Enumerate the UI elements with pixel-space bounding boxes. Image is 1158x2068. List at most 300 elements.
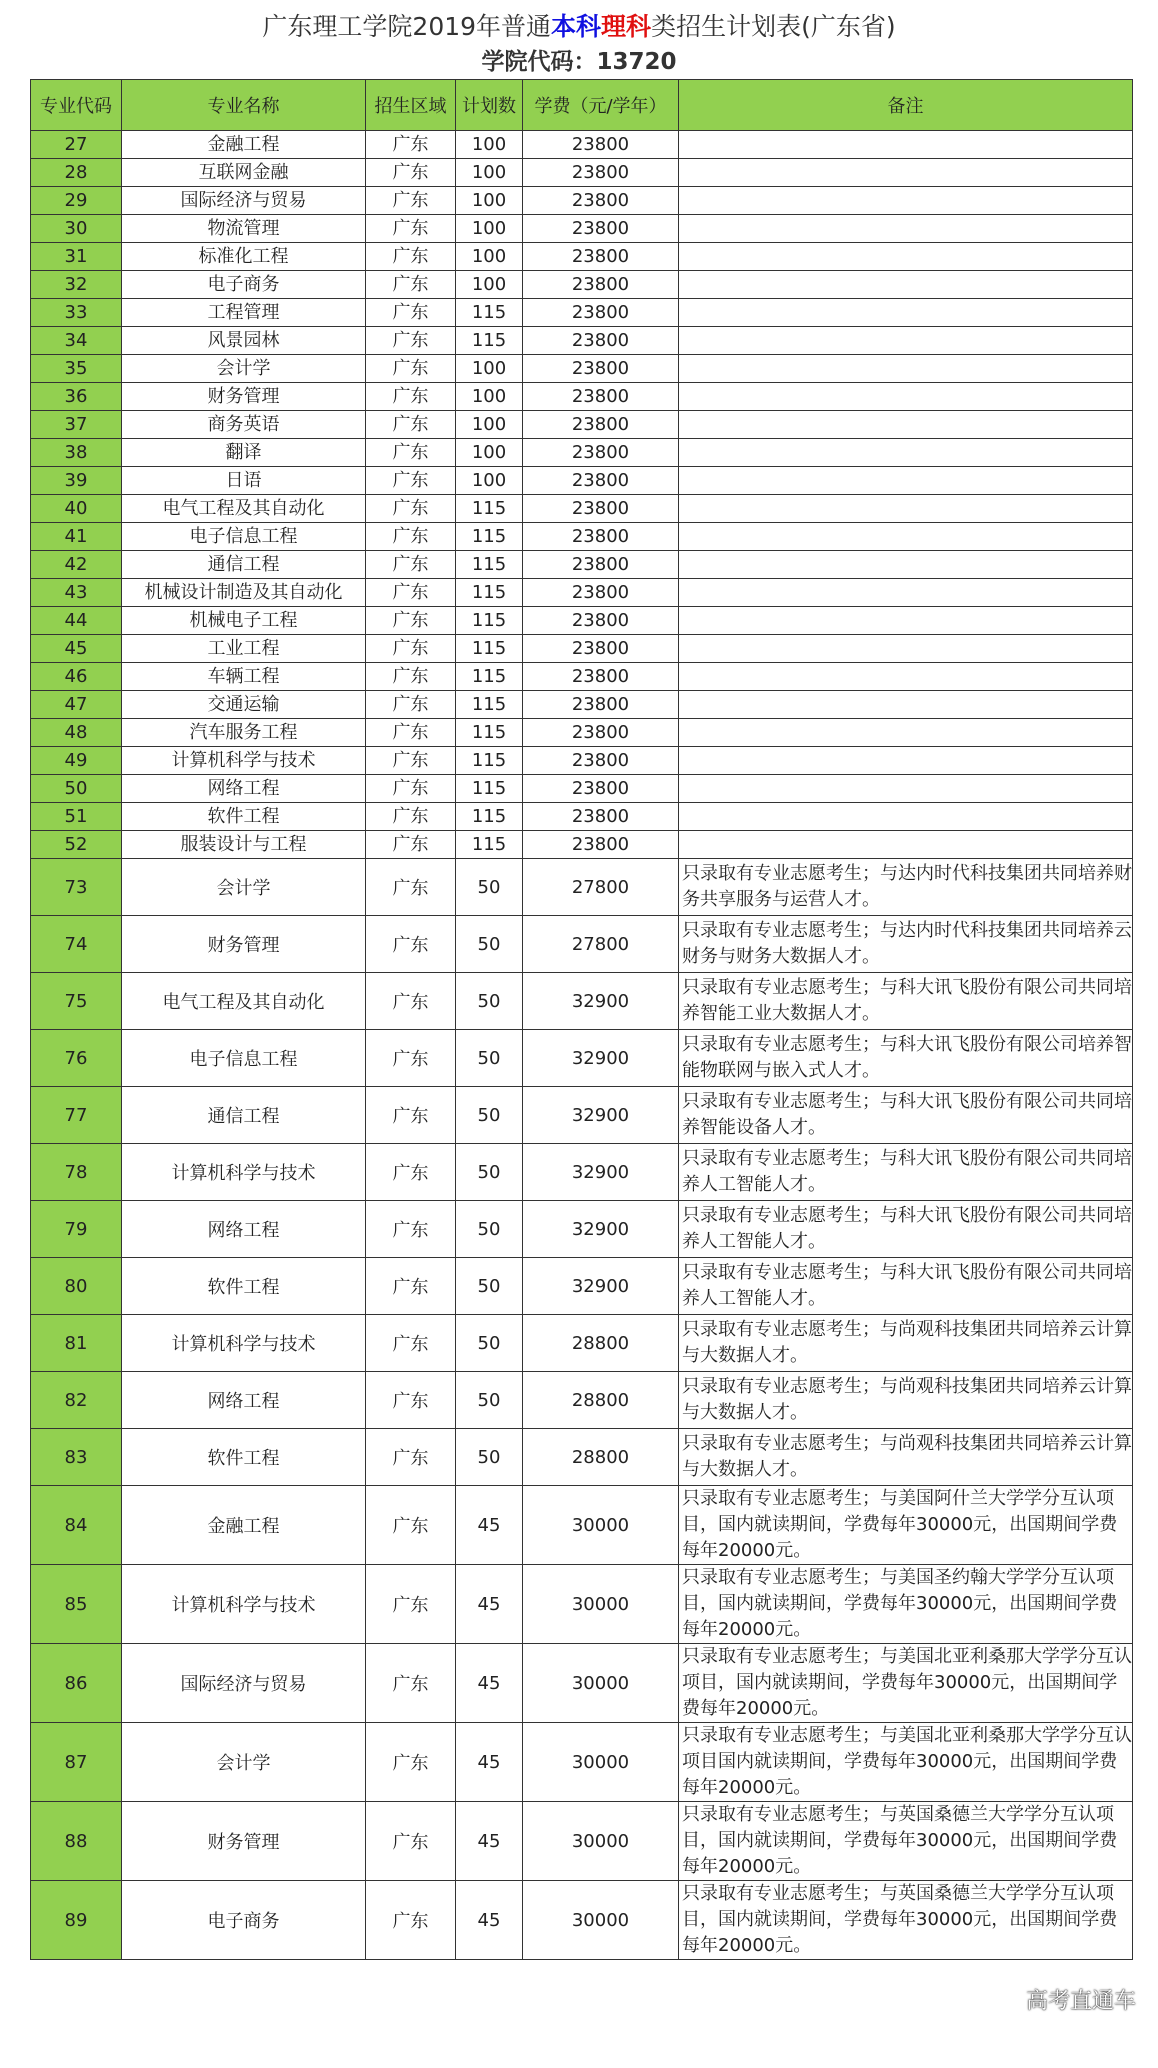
cell-major-code: 85 xyxy=(31,1565,122,1644)
table-row xyxy=(31,579,1133,607)
cell-remarks xyxy=(679,355,1133,383)
cell-remarks xyxy=(679,607,1133,635)
cell-major-code: 48 xyxy=(31,719,122,747)
cell-region: 广东 xyxy=(366,1372,456,1429)
cell-tuition: 30000 xyxy=(523,1486,679,1565)
cell-remarks xyxy=(679,327,1133,355)
cell-tuition: 23800 xyxy=(523,411,679,439)
cell-major-code: 80 xyxy=(31,1258,122,1315)
cell-plan-count: 115 xyxy=(456,803,523,831)
cell-remarks xyxy=(679,215,1133,243)
cell-region: 广东 xyxy=(366,579,456,607)
cell-major-name: 财务管理 xyxy=(122,1802,366,1881)
cell-major-name: 翻译 xyxy=(122,439,366,467)
cell-plan-count: 50 xyxy=(456,1030,523,1087)
cell-major-code: 46 xyxy=(31,663,122,691)
table-row xyxy=(31,973,1133,1030)
cell-major-code: 34 xyxy=(31,327,122,355)
cell-remarks xyxy=(679,663,1133,691)
cell-major-code: 45 xyxy=(31,635,122,663)
cell-region: 广东 xyxy=(366,131,456,159)
cell-tuition: 23800 xyxy=(523,523,679,551)
cell-major-code: 32 xyxy=(31,271,122,299)
cell-plan-count: 50 xyxy=(456,916,523,973)
cell-major-code: 87 xyxy=(31,1723,122,1802)
table-row xyxy=(31,1565,1133,1644)
cell-region: 广东 xyxy=(366,411,456,439)
cell-region: 广东 xyxy=(366,383,456,411)
cell-plan-count: 50 xyxy=(456,1087,523,1144)
cell-major-name: 工程管理 xyxy=(122,299,366,327)
cell-major-name: 软件工程 xyxy=(122,803,366,831)
cell-tuition: 23800 xyxy=(523,215,679,243)
cell-remarks xyxy=(679,691,1133,719)
cell-plan-count: 50 xyxy=(456,1372,523,1429)
header-tuition: 学费（元/学年） xyxy=(523,80,679,131)
cell-plan-count: 100 xyxy=(456,355,523,383)
cell-major-code: 75 xyxy=(31,973,122,1030)
cell-plan-count: 45 xyxy=(456,1486,523,1565)
cell-tuition: 32900 xyxy=(523,1258,679,1315)
cell-major-name: 电气工程及其自动化 xyxy=(122,495,366,523)
cell-major-name: 金融工程 xyxy=(122,131,366,159)
cell-major-code: 74 xyxy=(31,916,122,973)
cell-region: 广东 xyxy=(366,243,456,271)
cell-tuition: 28800 xyxy=(523,1315,679,1372)
cell-tuition: 23800 xyxy=(523,607,679,635)
cell-tuition: 23800 xyxy=(523,159,679,187)
page-title xyxy=(0,8,1158,46)
cell-major-code: 77 xyxy=(31,1087,122,1144)
cell-plan-count: 50 xyxy=(456,1201,523,1258)
cell-plan-count: 100 xyxy=(456,439,523,467)
cell-major-name: 风景园林 xyxy=(122,327,366,355)
title-suffix: 类招生计划表(广东省) xyxy=(651,12,896,41)
cell-region: 广东 xyxy=(366,831,456,859)
cell-plan-count: 115 xyxy=(456,635,523,663)
cell-tuition: 23800 xyxy=(523,803,679,831)
cell-region: 广东 xyxy=(366,1087,456,1144)
cell-plan-count: 50 xyxy=(456,1144,523,1201)
cell-major-code: 84 xyxy=(31,1486,122,1565)
cell-tuition: 23800 xyxy=(523,691,679,719)
cell-major-code: 41 xyxy=(31,523,122,551)
table-row xyxy=(31,187,1133,215)
cell-plan-count: 50 xyxy=(456,973,523,1030)
cell-region: 广东 xyxy=(366,1144,456,1201)
cell-region: 广东 xyxy=(366,1429,456,1486)
cell-major-name: 电气工程及其自动化 xyxy=(122,973,366,1030)
cell-region: 广东 xyxy=(366,691,456,719)
cell-region: 广东 xyxy=(366,1315,456,1372)
cell-region: 广东 xyxy=(366,973,456,1030)
table-row xyxy=(31,411,1133,439)
cell-major-name: 金融工程 xyxy=(122,1486,366,1565)
cell-major-code: 28 xyxy=(31,159,122,187)
cell-remarks xyxy=(679,243,1133,271)
cell-tuition: 23800 xyxy=(523,131,679,159)
table-row xyxy=(31,271,1133,299)
table-row xyxy=(31,495,1133,523)
cell-remarks xyxy=(679,719,1133,747)
table-row xyxy=(31,916,1133,973)
cell-remarks: 只录取有专业志愿考生；与达内时代科技集团共同培养云财务与财务大数据人才。 xyxy=(679,916,1133,973)
cell-major-name: 商务英语 xyxy=(122,411,366,439)
cell-region: 广东 xyxy=(366,551,456,579)
cell-region: 广东 xyxy=(366,299,456,327)
cell-tuition: 27800 xyxy=(523,916,679,973)
cell-plan-count: 50 xyxy=(456,1429,523,1486)
table-row xyxy=(31,243,1133,271)
cell-major-code: 88 xyxy=(31,1802,122,1881)
cell-tuition: 23800 xyxy=(523,299,679,327)
table-row xyxy=(31,327,1133,355)
cell-tuition: 30000 xyxy=(523,1565,679,1644)
cell-major-name: 会计学 xyxy=(122,859,366,916)
cell-major-name: 国际经济与贸易 xyxy=(122,187,366,215)
cell-region: 广东 xyxy=(366,1723,456,1802)
cell-tuition: 23800 xyxy=(523,747,679,775)
table-row xyxy=(31,383,1133,411)
table-row xyxy=(31,1315,1133,1372)
table-row xyxy=(31,1644,1133,1723)
cell-remarks: 只录取有专业志愿考生；与英国桑德兰大学学分互认项目，国内就读期间，学费每年30000元，出国期间学费每年20000元。 xyxy=(679,1802,1133,1881)
cell-major-code: 82 xyxy=(31,1372,122,1429)
cell-major-name: 网络工程 xyxy=(122,1372,366,1429)
table-row xyxy=(31,215,1133,243)
cell-major-name: 物流管理 xyxy=(122,215,366,243)
cell-tuition: 23800 xyxy=(523,187,679,215)
cell-region: 广东 xyxy=(366,775,456,803)
cell-plan-count: 115 xyxy=(456,299,523,327)
cell-remarks xyxy=(679,439,1133,467)
table-row xyxy=(31,719,1133,747)
cell-plan-count: 115 xyxy=(456,663,523,691)
cell-tuition: 23800 xyxy=(523,663,679,691)
cell-remarks: 只录取有专业志愿考生；与尚观科技集团共同培养云计算与大数据人才。 xyxy=(679,1429,1133,1486)
table-row xyxy=(31,159,1133,187)
cell-region: 广东 xyxy=(366,663,456,691)
title-highlight-red: 理科 xyxy=(601,12,652,41)
cell-region: 广东 xyxy=(366,1030,456,1087)
cell-major-name: 机械电子工程 xyxy=(122,607,366,635)
cell-major-code: 47 xyxy=(31,691,122,719)
cell-tuition: 23800 xyxy=(523,635,679,663)
cell-tuition: 23800 xyxy=(523,271,679,299)
cell-tuition: 30000 xyxy=(523,1644,679,1723)
table-header-row xyxy=(31,80,1133,131)
cell-region: 广东 xyxy=(366,803,456,831)
cell-major-code: 31 xyxy=(31,243,122,271)
cell-major-name: 网络工程 xyxy=(122,775,366,803)
cell-region: 广东 xyxy=(366,327,456,355)
cell-major-code: 76 xyxy=(31,1030,122,1087)
cell-tuition: 30000 xyxy=(523,1881,679,1960)
cell-major-code: 42 xyxy=(31,551,122,579)
table-row xyxy=(31,747,1133,775)
header-region: 招生区域 xyxy=(366,80,456,131)
cell-plan-count: 115 xyxy=(456,551,523,579)
cell-tuition: 23800 xyxy=(523,243,679,271)
cell-major-name: 国际经济与贸易 xyxy=(122,1644,366,1723)
cell-tuition: 23800 xyxy=(523,551,679,579)
cell-major-name: 软件工程 xyxy=(122,1258,366,1315)
cell-region: 广东 xyxy=(366,159,456,187)
cell-tuition: 27800 xyxy=(523,859,679,916)
table-row xyxy=(31,1881,1133,1960)
cell-region: 广东 xyxy=(366,1802,456,1881)
cell-major-code: 43 xyxy=(31,579,122,607)
table-row xyxy=(31,299,1133,327)
cell-region: 广东 xyxy=(366,1644,456,1723)
table-row xyxy=(31,1030,1133,1087)
cell-tuition: 32900 xyxy=(523,1144,679,1201)
cell-major-code: 30 xyxy=(31,215,122,243)
cell-tuition: 23800 xyxy=(523,327,679,355)
cell-plan-count: 45 xyxy=(456,1644,523,1723)
cell-tuition: 32900 xyxy=(523,973,679,1030)
watermark: 高考直通车 xyxy=(1025,1989,1136,2014)
cell-major-code: 27 xyxy=(31,131,122,159)
table-row xyxy=(31,1429,1133,1486)
cell-remarks xyxy=(679,271,1133,299)
cell-region: 广东 xyxy=(366,1486,456,1565)
cell-major-code: 86 xyxy=(31,1644,122,1723)
title-highlight-blue: 本科 xyxy=(551,12,602,41)
cell-major-name: 服装设计与工程 xyxy=(122,831,366,859)
cell-tuition: 23800 xyxy=(523,355,679,383)
cell-major-code: 83 xyxy=(31,1429,122,1486)
cell-major-name: 交通运输 xyxy=(122,691,366,719)
cell-major-code: 35 xyxy=(31,355,122,383)
cell-region: 广东 xyxy=(366,467,456,495)
cell-major-name: 电子信息工程 xyxy=(122,523,366,551)
cell-tuition: 28800 xyxy=(523,1429,679,1486)
cell-remarks xyxy=(679,803,1133,831)
cell-plan-count: 115 xyxy=(456,775,523,803)
enrollment-plan-table xyxy=(30,79,1133,1960)
cell-plan-count: 45 xyxy=(456,1802,523,1881)
cell-major-name: 互联网金融 xyxy=(122,159,366,187)
cell-plan-count: 45 xyxy=(456,1881,523,1960)
cell-remarks xyxy=(679,467,1133,495)
cell-tuition: 23800 xyxy=(523,775,679,803)
cell-tuition: 30000 xyxy=(523,1723,679,1802)
cell-major-code: 79 xyxy=(31,1201,122,1258)
cell-major-name: 软件工程 xyxy=(122,1429,366,1486)
cell-major-code: 78 xyxy=(31,1144,122,1201)
table-row xyxy=(31,859,1133,916)
cell-major-code: 50 xyxy=(31,775,122,803)
table-row xyxy=(31,1144,1133,1201)
table-row xyxy=(31,523,1133,551)
cell-tuition: 32900 xyxy=(523,1087,679,1144)
cell-region: 广东 xyxy=(366,271,456,299)
cell-major-code: 52 xyxy=(31,831,122,859)
cell-major-name: 财务管理 xyxy=(122,916,366,973)
table-row xyxy=(31,131,1133,159)
cell-remarks: 只录取有专业志愿考生；与达内时代科技集团共同培养财务共享服务与运营人才。 xyxy=(679,859,1133,916)
cell-plan-count: 115 xyxy=(456,327,523,355)
cell-plan-count: 100 xyxy=(456,383,523,411)
cell-region: 广东 xyxy=(366,1258,456,1315)
cell-region: 广东 xyxy=(366,1201,456,1258)
table-row xyxy=(31,439,1133,467)
cell-region: 广东 xyxy=(366,635,456,663)
cell-region: 广东 xyxy=(366,495,456,523)
cell-remarks xyxy=(679,523,1133,551)
cell-plan-count: 115 xyxy=(456,691,523,719)
cell-remarks: 只录取有专业志愿考生；与尚观科技集团共同培养云计算与大数据人才。 xyxy=(679,1372,1133,1429)
cell-remarks xyxy=(679,187,1133,215)
cell-major-name: 标准化工程 xyxy=(122,243,366,271)
cell-remarks xyxy=(679,495,1133,523)
cell-region: 广东 xyxy=(366,215,456,243)
cell-major-name: 计算机科学与技术 xyxy=(122,747,366,775)
cell-remarks: 只录取有专业志愿考生；与科大讯飞股份有限公司共同培养智能设备人才。 xyxy=(679,1087,1133,1144)
cell-major-name: 计算机科学与技术 xyxy=(122,1565,366,1644)
cell-tuition: 30000 xyxy=(523,1802,679,1881)
cell-major-code: 51 xyxy=(31,803,122,831)
cell-remarks xyxy=(679,383,1133,411)
table-row xyxy=(31,1258,1133,1315)
cell-tuition: 32900 xyxy=(523,1201,679,1258)
cell-major-code: 40 xyxy=(31,495,122,523)
cell-major-code: 33 xyxy=(31,299,122,327)
cell-remarks xyxy=(679,635,1133,663)
cell-major-name: 网络工程 xyxy=(122,1201,366,1258)
cell-major-code: 39 xyxy=(31,467,122,495)
table-row xyxy=(31,1486,1133,1565)
cell-plan-count: 100 xyxy=(456,467,523,495)
cell-major-code: 44 xyxy=(31,607,122,635)
cell-remarks xyxy=(679,159,1133,187)
cell-region: 广东 xyxy=(366,523,456,551)
table-row xyxy=(31,355,1133,383)
cell-plan-count: 100 xyxy=(456,159,523,187)
header-plan-count: 计划数 xyxy=(456,80,523,131)
cell-plan-count: 100 xyxy=(456,411,523,439)
cell-plan-count: 50 xyxy=(456,859,523,916)
cell-remarks: 只录取有专业志愿考生；与科大讯飞股份有限公司培养智能物联网与嵌入式人才。 xyxy=(679,1030,1133,1087)
cell-region: 广东 xyxy=(366,1565,456,1644)
cell-remarks: 只录取有专业志愿考生；与美国阿什兰大学学分互认项目，国内就读期间，学费每年30000元，出国期间学费每年20000元。 xyxy=(679,1486,1133,1565)
cell-plan-count: 50 xyxy=(456,1258,523,1315)
cell-major-name: 电子商务 xyxy=(122,1881,366,1960)
cell-plan-count: 100 xyxy=(456,187,523,215)
cell-major-code: 81 xyxy=(31,1315,122,1372)
cell-plan-count: 100 xyxy=(456,215,523,243)
cell-plan-count: 115 xyxy=(456,831,523,859)
cell-major-name: 会计学 xyxy=(122,355,366,383)
table-row xyxy=(31,551,1133,579)
table-row xyxy=(31,691,1133,719)
cell-tuition: 23800 xyxy=(523,831,679,859)
cell-remarks: 只录取有专业志愿考生；与美国圣约翰大学学分互认项目，国内就读期间，学费每年30000元，出国期间学费每年20000元。 xyxy=(679,1565,1133,1644)
cell-tuition: 23800 xyxy=(523,383,679,411)
cell-plan-count: 100 xyxy=(456,131,523,159)
cell-major-name: 通信工程 xyxy=(122,1087,366,1144)
cell-major-name: 机械设计制造及其自动化 xyxy=(122,579,366,607)
cell-region: 广东 xyxy=(366,859,456,916)
cell-plan-count: 115 xyxy=(456,719,523,747)
cell-tuition: 32900 xyxy=(523,1030,679,1087)
cell-major-code: 36 xyxy=(31,383,122,411)
cell-major-name: 日语 xyxy=(122,467,366,495)
cell-plan-count: 115 xyxy=(456,607,523,635)
cell-plan-count: 45 xyxy=(456,1565,523,1644)
cell-major-name: 计算机科学与技术 xyxy=(122,1315,366,1372)
cell-remarks xyxy=(679,411,1133,439)
cell-major-name: 计算机科学与技术 xyxy=(122,1144,366,1201)
cell-remarks: 只录取有专业志愿考生；与英国桑德兰大学学分互认项目，国内就读期间，学费每年30000元，出国期间学费每年20000元。 xyxy=(679,1881,1133,1960)
cell-tuition: 23800 xyxy=(523,719,679,747)
table-row xyxy=(31,663,1133,691)
cell-remarks: 只录取有专业志愿考生；与科大讯飞股份有限公司共同培养人工智能人才。 xyxy=(679,1258,1133,1315)
table-row xyxy=(31,803,1133,831)
cell-remarks: 只录取有专业志愿考生；与美国北亚利桑那大学学分互认项目国内就读期间，学费每年30000元，出国期间学费每年20000元。 xyxy=(679,1723,1133,1802)
cell-major-code: 29 xyxy=(31,187,122,215)
cell-plan-count: 100 xyxy=(456,271,523,299)
table-row xyxy=(31,1723,1133,1802)
table-row xyxy=(31,1201,1133,1258)
cell-plan-count: 115 xyxy=(456,495,523,523)
cell-plan-count: 100 xyxy=(456,243,523,271)
table-row xyxy=(31,775,1133,803)
cell-plan-count: 115 xyxy=(456,747,523,775)
cell-region: 广东 xyxy=(366,747,456,775)
cell-plan-count: 115 xyxy=(456,523,523,551)
header-major-code: 专业代码 xyxy=(31,80,122,131)
cell-remarks: 只录取有专业志愿考生；与尚观科技集团共同培养云计算与大数据人才。 xyxy=(679,1315,1133,1372)
college-code: 学院代码：13720 xyxy=(481,49,677,75)
cell-tuition: 23800 xyxy=(523,467,679,495)
cell-major-name: 通信工程 xyxy=(122,551,366,579)
table-row xyxy=(31,1087,1133,1144)
cell-major-name: 电子商务 xyxy=(122,271,366,299)
cell-remarks xyxy=(679,775,1133,803)
cell-major-name: 电子信息工程 xyxy=(122,1030,366,1087)
table-row xyxy=(31,1372,1133,1429)
cell-plan-count: 115 xyxy=(456,579,523,607)
cell-plan-count: 50 xyxy=(456,1315,523,1372)
cell-tuition: 23800 xyxy=(523,439,679,467)
header-major-name: 专业名称 xyxy=(122,80,366,131)
cell-remarks xyxy=(679,551,1133,579)
cell-remarks: 只录取有专业志愿考生；与科大讯飞股份有限公司共同培养人工智能人才。 xyxy=(679,1201,1133,1258)
cell-major-code: 37 xyxy=(31,411,122,439)
cell-region: 广东 xyxy=(366,1881,456,1960)
cell-region: 广东 xyxy=(366,187,456,215)
cell-tuition: 23800 xyxy=(523,579,679,607)
cell-remarks: 只录取有专业志愿考生；与科大讯飞股份有限公司共同培养智能工业大数据人才。 xyxy=(679,973,1133,1030)
cell-major-code: 89 xyxy=(31,1881,122,1960)
cell-region: 广东 xyxy=(366,355,456,383)
cell-tuition: 23800 xyxy=(523,495,679,523)
cell-major-code: 38 xyxy=(31,439,122,467)
cell-remarks: 只录取有专业志愿考生；与美国北亚利桑那大学学分互认项目，国内就读期间，学费每年30000元，出国期间学费每年20000元。 xyxy=(679,1644,1133,1723)
cell-major-name: 财务管理 xyxy=(122,383,366,411)
cell-major-code: 49 xyxy=(31,747,122,775)
table-row xyxy=(31,607,1133,635)
table-row xyxy=(31,831,1133,859)
cell-plan-count: 45 xyxy=(456,1723,523,1802)
cell-major-name: 工业工程 xyxy=(122,635,366,663)
title-prefix: 广东理工学院2019年普通 xyxy=(262,12,552,41)
table-row xyxy=(31,467,1133,495)
cell-remarks xyxy=(679,831,1133,859)
cell-region: 广东 xyxy=(366,439,456,467)
